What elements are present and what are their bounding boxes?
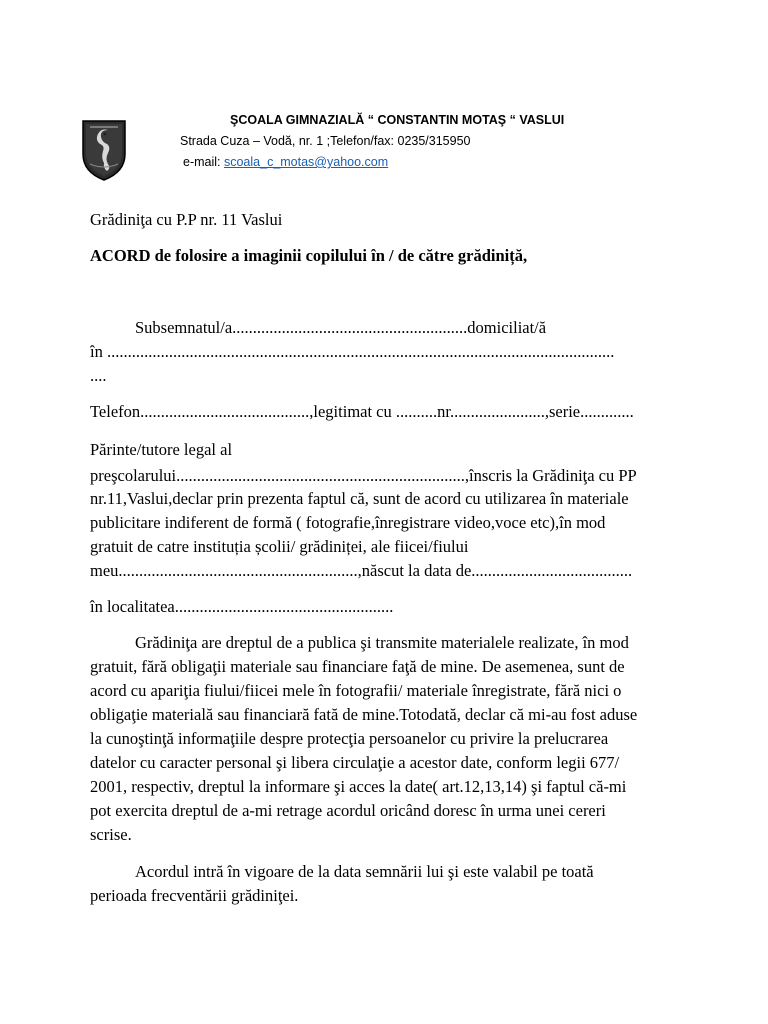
field-telefon: Telefon.........................................,legitimat cu ..........nr.......................,serie............. xyxy=(90,402,634,421)
field-prescolar: preşcolarului......................................................................,înscris la Grădiniţa cu PP xyxy=(90,466,637,485)
institution-name: Grădiniţa cu P.P nr. 11 Vaslui xyxy=(90,210,283,229)
paragraph1-line: gratuit, fără obligaţii materiale sau financiare faţă de mine. De asemenea, sunt de xyxy=(90,657,625,676)
paragraph1-line: acord cu apariţia fiului/fiicei mele în fotografii/ materiale înregistrate, fără nici o xyxy=(90,681,622,700)
field-localitatea: în localitatea..................................................... xyxy=(90,597,394,616)
paragraph1-line: datelor cu caracter personal şi libera circulaţie a acestor date, conform legii 677/ xyxy=(90,753,620,772)
declaration-line: nr.11,Vaslui,declar prin prezenta faptul că, sunt de acord cu utilizarea în materiale xyxy=(90,489,629,508)
paragraph1-line: scrise. xyxy=(90,825,132,844)
paragraph1-line: obligaţie materială sau financiară fată de mine.Totodată, declar că mi-au fost aduse xyxy=(90,705,638,724)
paragraph1-line: 2001, respectiv, dreptul la informare şi acces la date( art.12,13,14) şi faptul că-mi xyxy=(90,777,627,796)
paragraph2-line: perioada frecventării grădiniţei. xyxy=(90,886,299,905)
field-parinte: Părinte/tutore legal al xyxy=(90,440,233,459)
field-subsemnatul: Subsemnatul/a.........................................................domiciliat/ă xyxy=(135,318,547,337)
email-label: e-mail: xyxy=(183,155,224,169)
paragraph1-line: Grădiniţa are dreptul de a publica şi transmite materialele realizate, în mod xyxy=(135,633,629,652)
declaration-line: gratuit de catre instituția școlii/ grădiniței, ale fiicei/fiului xyxy=(90,537,469,556)
field-domiciliu-cont: .... xyxy=(90,366,107,385)
school-address: Strada Cuza – Vodă, nr. 1 ;Telefon/fax: 0235/315950 xyxy=(180,134,471,148)
field-domiciliu: în ........................................................................................................................... xyxy=(90,342,615,361)
email-link[interactable]: scoala_c_motas@yahoo.com xyxy=(223,155,389,169)
document-title: ACORD de folosire a imaginii copilului în / de către grădiniță, xyxy=(90,246,528,265)
paragraph2-line: Acordul intră în vigoare de la data semnării lui şi este valabil pe toată xyxy=(135,862,594,881)
paragraph1-line: pot exercita dreptul de a-mi retrage acordul oricând doresc în urma unei cereri xyxy=(90,801,606,820)
field-nascut: meu..........................................................,născut la data de....................................... xyxy=(90,561,633,580)
school-email-line xyxy=(183,155,388,169)
school-crest-seahorse-icon xyxy=(80,118,128,182)
school-crest-logo xyxy=(80,118,128,182)
school-name: ŞCOALA GIMNAZIALĂ “ CONSTANTIN MOTAŞ “ VASLUI xyxy=(230,113,565,127)
paragraph1-line: la cunoştinţă informaţiile despre protecţia persoanelor cu privire la prelucrarea xyxy=(90,729,609,748)
declaration-line: publicitare indiferent de formă ( fotografie,înregistrare video,voce etc),în mod xyxy=(90,513,606,532)
